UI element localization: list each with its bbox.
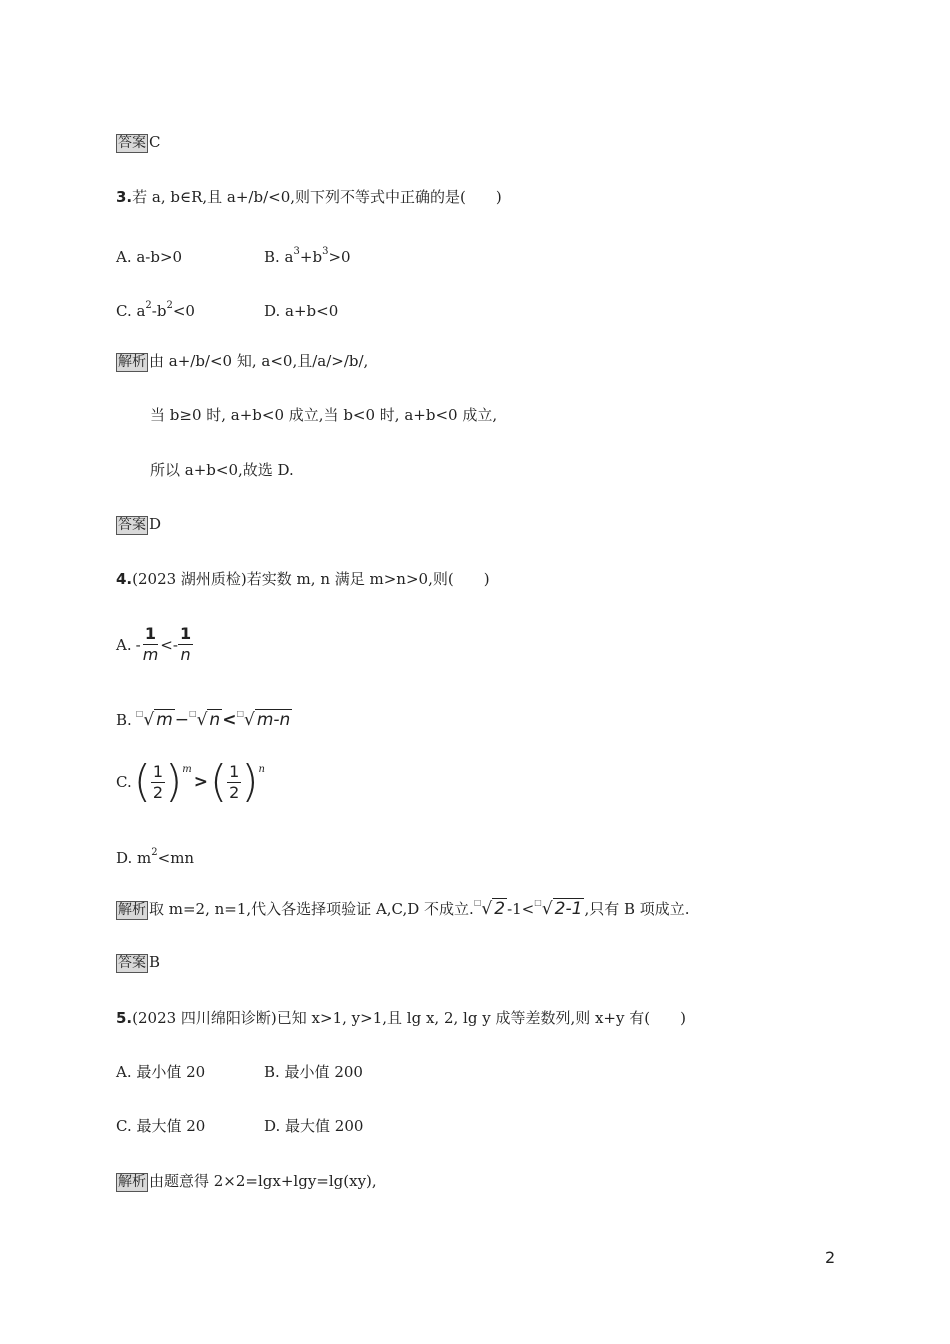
analysis-tag: 解析 [118,902,146,918]
radical-n: □√ n [189,709,221,730]
analysis-text: 由 a+/b/<0 知, a<0,且/a/>/b/, [149,352,369,370]
page-number: 2 [825,1248,836,1267]
option-c: C. 最大值 20 [116,1117,206,1135]
fraction-1-over-n: $\frac{1}{n}$ [179,624,192,664]
option-d: D. 最大值 200 [264,1117,364,1135]
question-4-option-a: A. - $\frac{1}{m}$ < - $\frac{1}{n}$ [116,624,192,664]
analysis-tag: 解析 [118,1174,146,1190]
question-4-option-c: C. ( $\frac{1}{2}$ ) m > ( $\frac{1}{2}$ ) n [116,756,265,807]
question-3-options-row2 [116,296,338,321]
radical-m: □√ m [135,709,173,730]
option-b: B. $a^3+b^3>0$ [264,246,351,266]
question-3-stem [116,187,502,207]
option-d: D. a+b<0 [264,302,339,320]
fraction-one-half: $\frac{1}{2}$ [152,761,164,802]
answer-tag: 答案 [118,135,146,151]
answer-value: D [149,515,162,533]
question-4-stem [116,569,490,589]
question-4-option-d: D. $m^2<mn$ [116,847,195,867]
prev-answer-line [116,132,160,153]
answer-tag: 答案 [118,955,146,971]
analysis-tag: 解析 [118,354,146,370]
answer-tag: 答案 [118,517,146,533]
question-4-analysis: 解析 取 m=2, n=1,代入各选择项验证 A,C,D 不成立.□√ 2 -1<□√ 2-1 ,只有 B 项成立. [118,898,690,919]
question-5-analysis [116,1171,377,1192]
analysis-text: 由题意得 2×2=lgx+lgy=lg(xy), [149,1172,377,1190]
question-3-answer [116,514,161,535]
question-3-analysis-1 [116,351,368,372]
answer-value: C [149,133,161,151]
fraction-one-half: $\frac{1}{2}$ [229,761,240,802]
question-5-stem [116,1008,686,1028]
question-3-analysis-2: 当 b≥0 时, a+b<0 成立,当 b<0 时, a+b<0 成立, [150,406,498,424]
radical-m-minus-n: □√ m-n [236,709,291,730]
option-c: C. $a^2-b^2<0$ [116,300,195,320]
option-a: A. a-b>0 [116,248,183,266]
question-text: (2023 湖州质检)若实数 m, n 满足 m>n>0,则( ) [132,570,490,588]
question-5-options-row1 [116,1062,363,1082]
question-text: 若 a, b∈R,且 a+/b/<0,则下列不等式中正确的是( ) [132,188,502,206]
option-a: A. 最小值 20 [116,1063,206,1081]
radical-2: □√ 2 [473,898,506,919]
question-5-options-row2 [116,1116,363,1136]
question-3-options-row1 [116,242,351,267]
question-3-analysis-3: 所以 a+b<0,故选 D. [150,461,294,479]
question-4-answer [116,952,160,973]
question-number: 3. [116,188,133,206]
radical-2-minus-1: □√ 2-1 [534,898,583,919]
question-number: 5. [116,1009,133,1027]
option-b: B. 最小值 200 [264,1063,363,1081]
question-text: (2023 四川绵阳诊断)已知 x>1, y>1,且 lg x, 2, lg y 成等差数列,则 x+y 有( ) [132,1009,686,1027]
fraction-1-over-m: $\frac{1}{m}$ [142,624,159,664]
answer-value: B [149,953,161,971]
question-number: 4. [116,570,133,588]
question-4-option-b: B. □√ m −□√ n <□√ m-n [116,709,291,730]
